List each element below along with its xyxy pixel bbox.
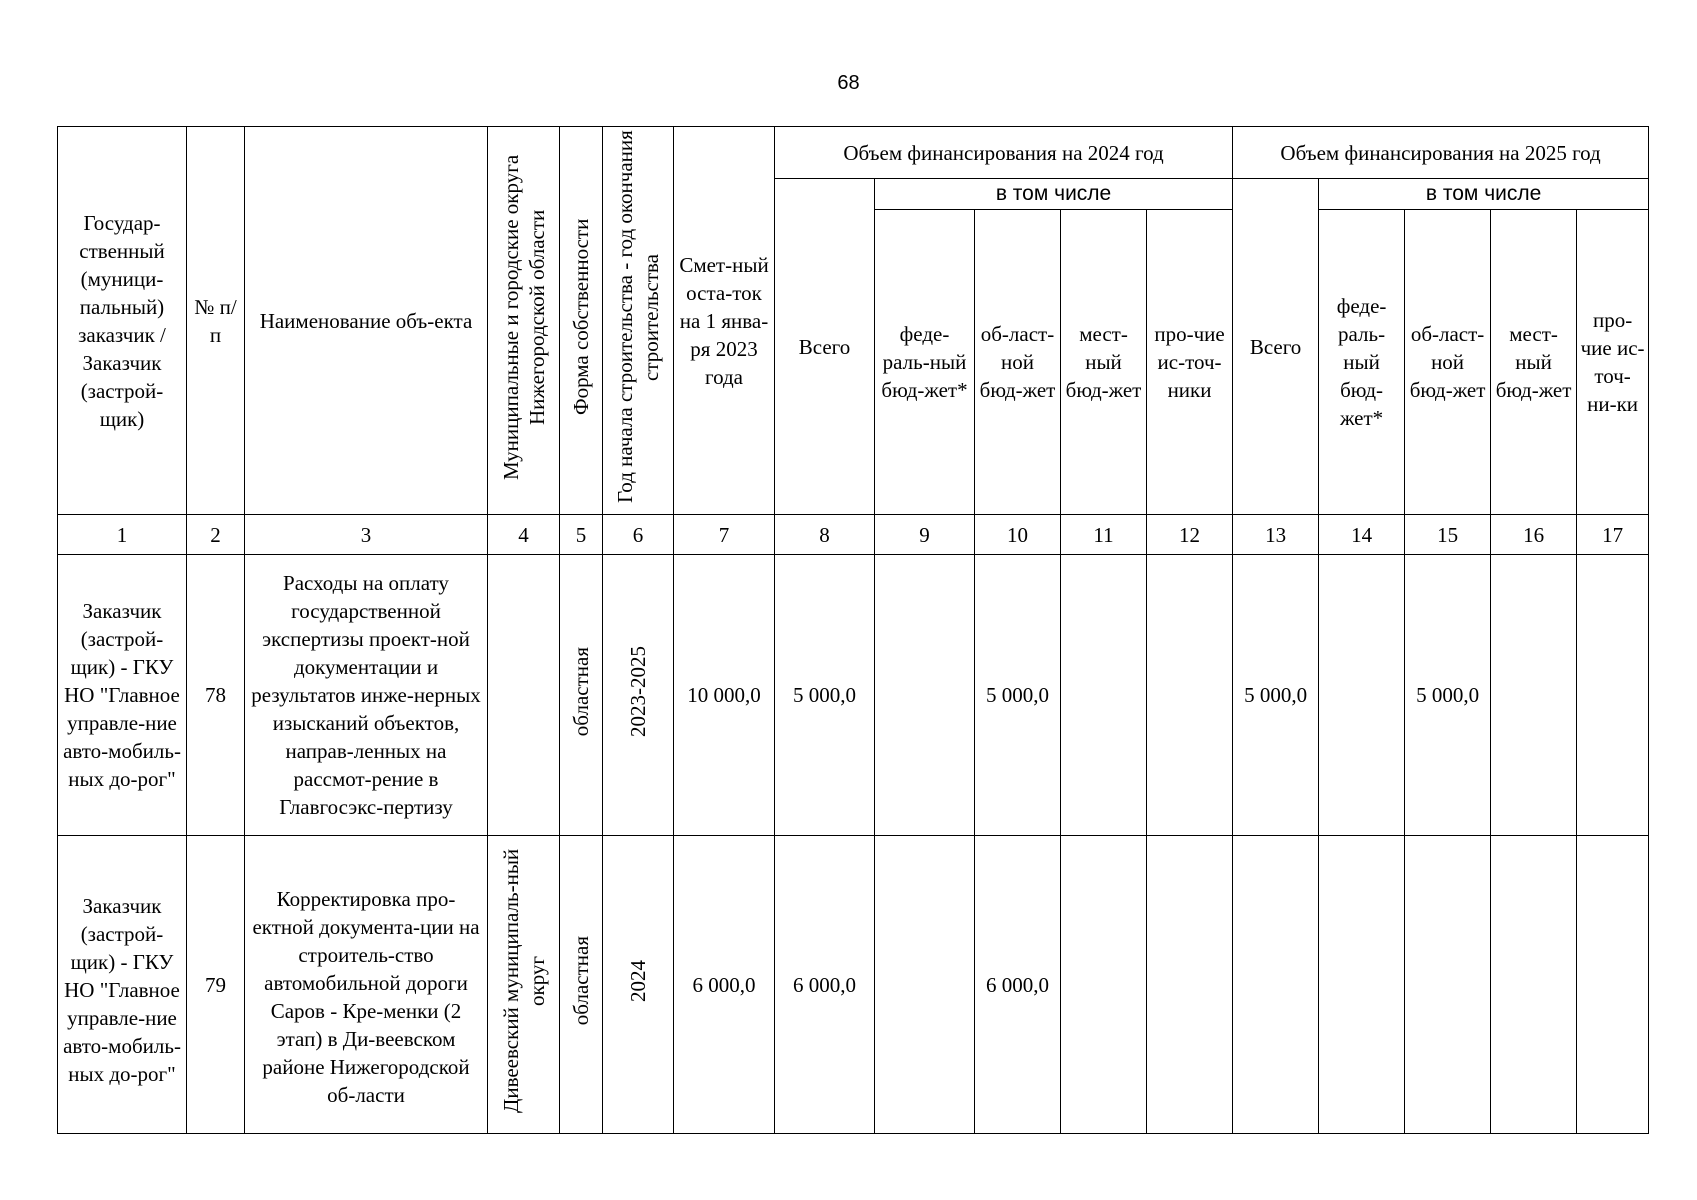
header-including-2025: в том числе [1319, 179, 1649, 210]
row-years-text: 2024 [626, 960, 650, 1002]
column-number: 1 [58, 515, 187, 555]
row-federal-2024 [875, 836, 975, 1134]
row-federal-2025 [1319, 836, 1405, 1134]
row-customer: Заказчик (застрой-щик) - ГКУ НО "Главное управле-ние авто-мобиль-ных до-рог" [58, 836, 187, 1134]
column-number: 15 [1405, 515, 1491, 555]
row-years [603, 836, 674, 1134]
header-number: № п/п [187, 127, 245, 515]
column-number: 9 [875, 515, 975, 555]
row-federal-2025 [1319, 555, 1405, 836]
column-number: 14 [1319, 515, 1405, 555]
row-balance: 10 000,0 [674, 555, 775, 836]
row-total-2024: 5 000,0 [775, 555, 875, 836]
header-object-name: Наименование объ-екта [245, 127, 488, 515]
row-balance: 6 000,0 [674, 836, 775, 1134]
table-row [58, 836, 1649, 1134]
header-ownership-text: Форма собственности [569, 218, 593, 416]
row-object-name: Расходы на оплату государственной экспертизы проект-ной документации и результатов инже-нерных изысканий объектов, направ-ленных на рассмот-рение в Главгосэкс-пертизу [245, 555, 488, 836]
column-number: 13 [1233, 515, 1319, 555]
row-regional-2025 [1405, 836, 1491, 1134]
header-including-2024: в том числе [875, 179, 1233, 210]
header-federal-2025: феде-раль-ный бюд-жет* [1319, 210, 1405, 515]
header-funding-2024: Объем финансирования на 2024 год [775, 127, 1233, 179]
row-other-2024 [1147, 555, 1233, 836]
column-number: 11 [1061, 515, 1147, 555]
column-number: 5 [560, 515, 603, 555]
header-ownership [560, 127, 603, 515]
header-total-2025: Всего [1233, 179, 1319, 515]
header-federal-2024: феде-раль-ный бюд-жет* [875, 210, 975, 515]
row-regional-2025: 5 000,0 [1405, 555, 1491, 836]
row-regional-2024: 6 000,0 [975, 836, 1061, 1134]
row-object-name: Корректировка про-ектной документа-ции на строитель-ство автомобильной дороги Саров - Кре-менки (2 этап) в Ди-веевском районе Нижегородской об-ласти [245, 836, 488, 1134]
row-local-2024 [1061, 555, 1147, 836]
row-customer: Заказчик (застрой-щик) - ГКУ НО "Главное управле-ние авто-мобиль-ных до-рог" [58, 555, 187, 836]
header-years-text: Год начала строительства - год окончания строительства [613, 130, 663, 504]
row-federal-2024 [875, 555, 975, 836]
header-row-1 [58, 127, 1649, 179]
page-number: 68 [837, 72, 860, 94]
header-regional-2025: об-ласт-ной бюд-жет [1405, 210, 1491, 515]
header-customer: Государ-ственный (муници-пальный) заказчик / Заказчик (застрой-щик) [58, 127, 187, 515]
row-other-2025 [1577, 836, 1649, 1134]
row-local-2025 [1491, 836, 1577, 1134]
row-total-2025 [1233, 836, 1319, 1134]
column-number: 3 [245, 515, 488, 555]
column-number: 17 [1577, 515, 1649, 555]
row-ownership-text: областная [569, 646, 593, 737]
header-local-2025: мест-ный бюд-жет [1491, 210, 1577, 515]
row-other-2024 [1147, 836, 1233, 1134]
row-years-text: 2023-2025 [626, 646, 650, 737]
row-local-2024 [1061, 836, 1147, 1134]
header-estimated-balance: Смет-ный оста-ток на 1 янва-ря 2023 года [674, 127, 775, 515]
row-number: 78 [187, 555, 245, 836]
column-number: 8 [775, 515, 875, 555]
row-ownership [560, 555, 603, 836]
header-other-2025: про-чие ис-точ-ни-ки [1577, 210, 1649, 515]
row-other-2025 [1577, 555, 1649, 836]
row-years [603, 555, 674, 836]
row-total-2024: 6 000,0 [775, 836, 875, 1134]
header-funding-2025: Объем финансирования на 2025 год [1233, 127, 1649, 179]
header-municipal-districts [488, 127, 560, 515]
column-numbers-row [58, 515, 1649, 555]
row-ownership [560, 836, 603, 1134]
row-regional-2024: 5 000,0 [975, 555, 1061, 836]
row-ownership-text: областная [569, 936, 593, 1026]
row-local-2025 [1491, 555, 1577, 836]
column-number: 10 [975, 515, 1061, 555]
column-number: 16 [1491, 515, 1577, 555]
row-number: 79 [187, 836, 245, 1134]
table-row [58, 555, 1649, 836]
header-local-2024: мест-ный бюд-жет [1061, 210, 1147, 515]
row-district-text: Дивеевский муниципаль-ный округ [498, 848, 549, 1114]
header-total-2024: Всего [775, 179, 875, 515]
budget-table [57, 126, 1649, 1134]
header-regional-2024: об-ласт-ной бюд-жет [975, 210, 1061, 515]
column-number: 6 [603, 515, 674, 555]
row-total-2025: 5 000,0 [1233, 555, 1319, 836]
column-number: 12 [1147, 515, 1233, 555]
header-municipal-districts-text: Муниципальные и городские округа Нижегородской области [498, 154, 549, 480]
row-district [488, 836, 560, 1134]
header-years [603, 127, 674, 515]
column-number: 2 [187, 515, 245, 555]
column-number: 7 [674, 515, 775, 555]
row-district [488, 555, 560, 836]
column-number: 4 [488, 515, 560, 555]
header-other-2024: про-чие ис-точ-ники [1147, 210, 1233, 515]
